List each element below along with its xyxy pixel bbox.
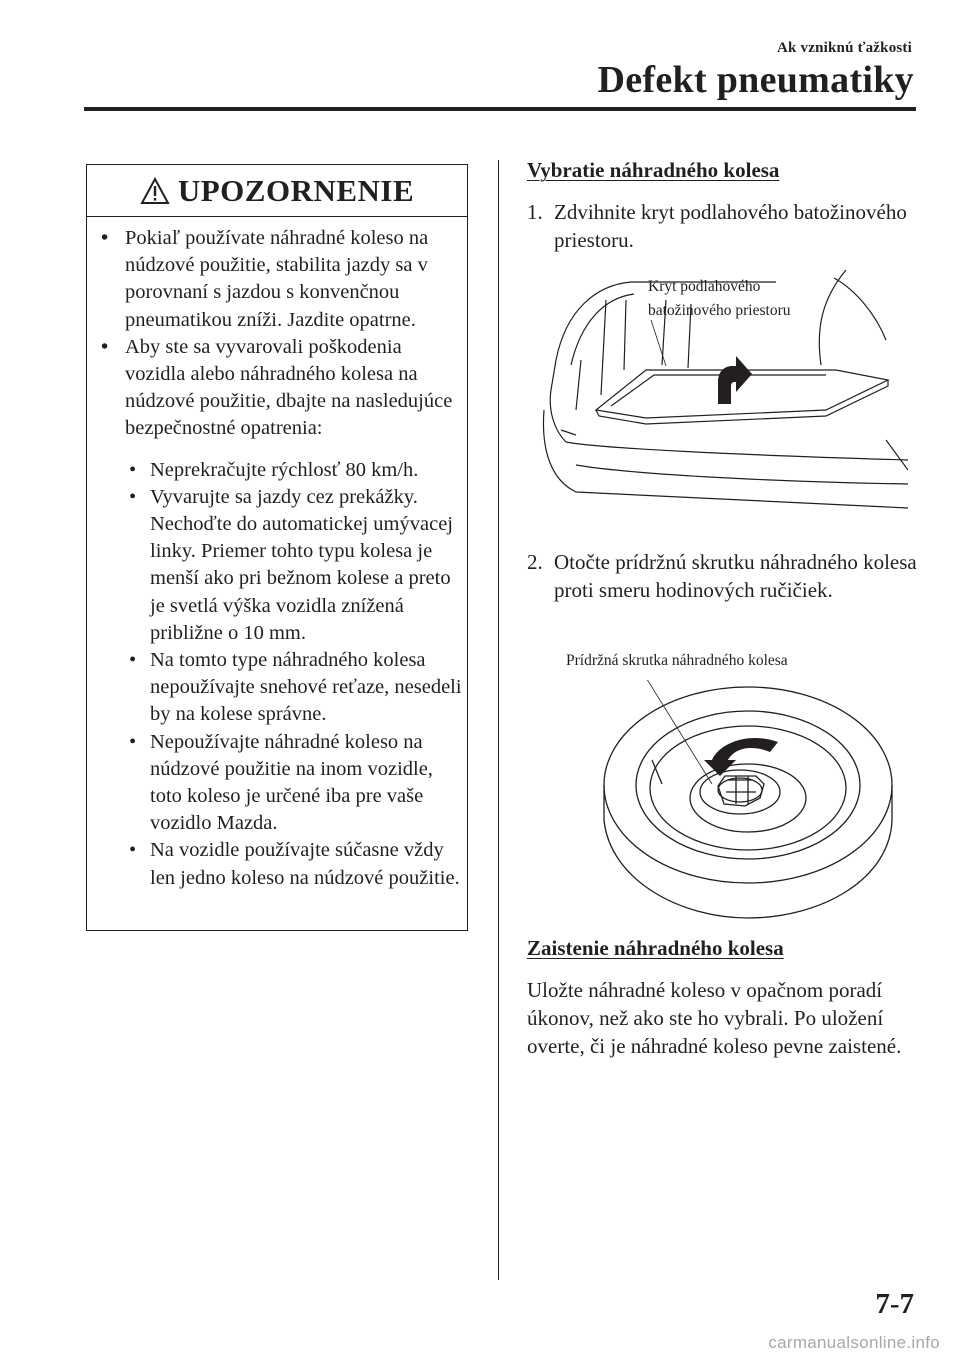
warning-item-text: Aby ste sa vyvarovali poškodenia vozidla alebo náhradného kolesa na núdzové použitie, dbajte na nasledujúce bezpečnostné opatrenia: [125,335,453,440]
figure1-label-line1: Kryt podlahového [648,278,761,295]
warning-sub-item-text: Neprekračujte rýchlosť 80 km/h. [150,458,419,481]
figure1-label-line2: batožinového priestoru [648,302,791,319]
step-2-section [527,548,917,604]
bullet-icon: • [129,649,137,672]
warning-body [97,225,463,892]
warning-sub-item [97,729,463,838]
removal-section [527,156,917,254]
step-1 [527,198,917,254]
page-number: 7-7 [875,1288,914,1320]
warning-box [86,164,468,931]
bullet-icon: • [129,485,137,508]
figure2-label: Prídržná skrutka náhradného kolesa [566,652,788,669]
section-label: Ak vzniknú ťažkosti [777,40,912,56]
warning-sub-item-text: Vyvarujte sa jazdy cez prekážky. Nechoďte do automatickej umývacej linky. Priemer tohto typu kolesa je menší ako pri bežnom kolese a preto je svetlá výška vozidla znížená približne o 10 mm. [150,485,453,644]
step-number: 2. [527,550,543,574]
warning-sub-list [97,457,463,892]
warning-title: UPOZORNENIE [177,172,415,208]
spare-wheel-illustration [600,680,912,920]
warning-triangle-icon [140,177,170,205]
securing-section [527,934,917,1060]
bullet-icon: • [101,227,109,249]
warning-sub-item-text: Nepoužívajte náhradné koleso na núdzové použitie na inom vozidle, toto koleso je určené iba pre vaše vozidlo Mazda. [150,730,433,835]
securing-heading: Zaistenie náhradného kolesa [527,936,784,960]
bullet-icon: • [129,458,137,481]
removal-heading: Vybratie náhradného kolesa [527,158,780,182]
figure-trunk-cover [536,270,908,510]
step-text: Otočte prídržnú skrutku náhradného kolesa proti smeru hodinových ručičiek. [554,550,917,602]
bullet-icon: • [129,839,137,862]
step-number: 1. [527,200,543,224]
warning-sub-item [97,837,463,891]
warning-sub-item-text: Na vozidle používajte súčasne vždy len jedno koleso na núdzové použitie. [150,839,460,889]
column-divider [498,160,499,1280]
bullet-icon: • [129,730,137,753]
warning-item-text: Pokiaľ používate náhradné koleso na núdzové použitie, stabilita jazdy sa v porovnaní s jazdou s konvenčnou pneumatikou zníži. Jazdite opatrne. [125,227,429,331]
figure-spare-wheel [600,680,912,920]
warning-sub-item [97,484,463,647]
bullet-icon: • [101,335,109,358]
page-title: Defekt pneumatiky [597,59,914,101]
warning-sub-item-text: Na tomto type náhradného kolesa nepoužívajte snehové reťaze, nesedeli by na kolese správne. [150,649,462,726]
step-2 [527,548,917,604]
warning-item [97,334,463,443]
warning-sub-item [97,457,463,484]
step-text: Zdvihnite kryt podlahového batožinového priestoru. [554,200,907,252]
warning-sub-item [97,647,463,729]
watermark: carmanualsonline.info [768,1333,940,1352]
warning-header [87,165,467,217]
header-rule [84,107,916,111]
securing-text: Uložte náhradné koleso v opačnom poradí úkonov, než ako ste ho vybrali. Po uložení overte, či je náhradné koleso pevne zaistené. [527,978,902,1058]
warning-item [97,225,463,334]
